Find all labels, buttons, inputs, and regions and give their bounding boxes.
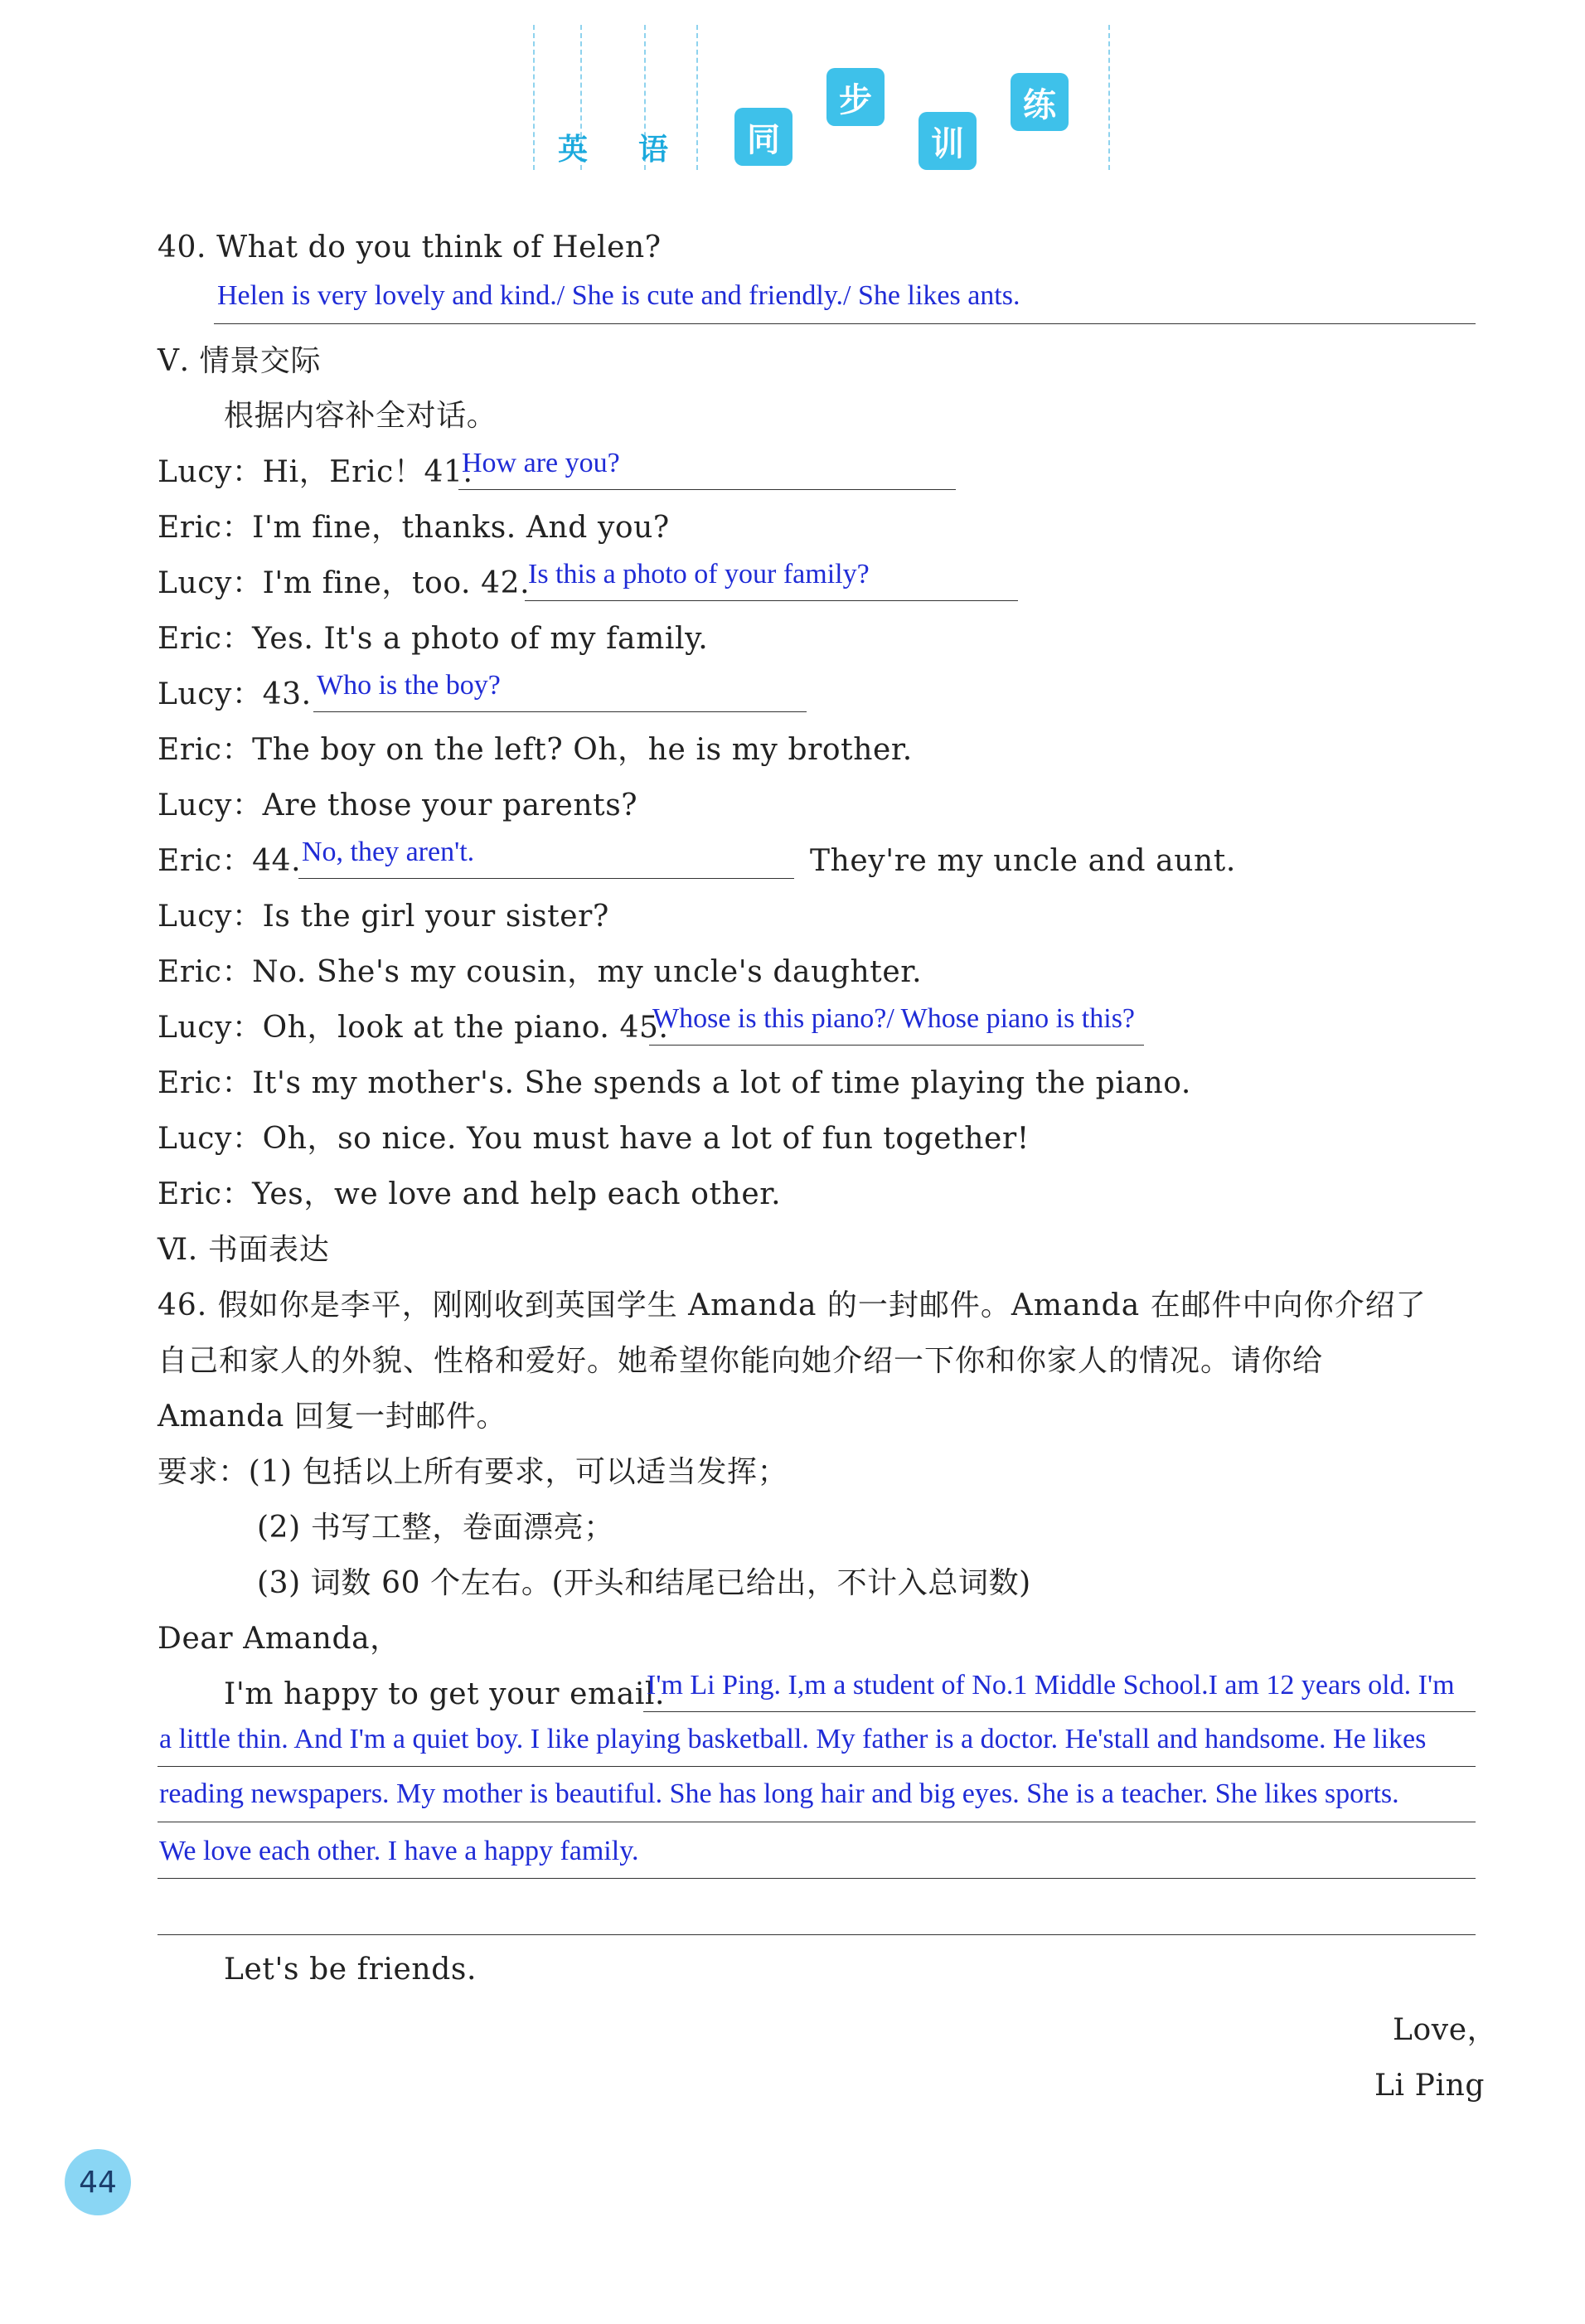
writing-prompt: Amanda 回复一封邮件。 xyxy=(158,1400,507,1434)
letter-answer-line: a little thin. And I'm a quiet boy. I like playing basketball. My father is a doctor. He'stall and handsome. He likes xyxy=(159,1724,1427,1754)
requirement: (2) 书写工整，卷面漂亮； xyxy=(257,1511,614,1545)
dialogue-line: Lucy：Is the girl your sister? xyxy=(158,900,609,934)
letter-answer-line: reading newspapers. My mother is beautiful. She has long hair and big eyes. She is a teacher. She likes sports. xyxy=(159,1778,1399,1809)
answer-line xyxy=(298,878,794,879)
letter-intro: I'm happy to get your email. xyxy=(224,1677,666,1711)
divider xyxy=(533,25,535,170)
dialogue-line-45: Lucy：Oh，look at the piano. 45. xyxy=(158,1011,669,1045)
answer-line xyxy=(649,1045,1144,1046)
letter-love: Love， xyxy=(1393,2013,1498,2047)
section-6-title: Ⅵ. 书面表达 xyxy=(158,1233,330,1267)
answer-line xyxy=(214,323,1476,324)
requirement: (3) 词数 60 个左右。(开头和结尾已给出，不计入总词数) xyxy=(257,1566,1031,1600)
writing-prompt: 自己和家人的外貌、性格和爱好。她希望你能向她介绍一下你和你家人的情况。请你给 xyxy=(158,1344,1324,1378)
answer-40: Helen is very lovely and kind./ She is cute and friendly./ She likes ants. xyxy=(217,280,1020,311)
answer-line xyxy=(643,1711,1476,1712)
dialogue-line: Eric：Yes. It's a photo of my family. xyxy=(158,622,709,656)
dialogue-line-43: Lucy：43. xyxy=(158,677,312,711)
header-tile: 练 xyxy=(1011,73,1069,131)
dialogue-line-42: Lucy：I'm fine，too. 42. xyxy=(158,566,531,600)
letter-greeting: Dear Amanda， xyxy=(158,1622,400,1656)
dialogue-line-44: Eric：44. xyxy=(158,844,302,878)
dialogue-line-41 xyxy=(158,454,473,491)
header-tile: 同 xyxy=(734,108,792,166)
page-number: 44 xyxy=(65,2149,131,2215)
header-char: 语 xyxy=(638,133,669,167)
writing-prompt: 46. 假如你是李平，刚刚收到英国学生 Amanda 的一封邮件。Amanda 在邮件中向你介绍了 xyxy=(158,1288,1427,1322)
dialogue-line: Eric：No. She's my cousin，my uncle's daughter. xyxy=(158,955,923,989)
dialogue-line: Lucy：Are those your parents? xyxy=(158,788,638,822)
answer-43: Who is the boy? xyxy=(317,670,501,701)
answer-line xyxy=(158,1934,1476,1935)
dialogue-prefix: Lucy：Hi，Eric！41. xyxy=(158,455,473,489)
answer-44: No, they aren't. xyxy=(302,837,475,867)
header-char: 英 xyxy=(558,133,589,167)
answer-45: Whose is this piano?/ Whose piano is this? xyxy=(652,1003,1136,1034)
dialogue-line: Eric：I'm fine，thanks. And you? xyxy=(158,511,670,545)
divider xyxy=(696,25,698,170)
letter-answer-line: We love each other. I have a happy family. xyxy=(159,1836,639,1866)
letter-answer-line: I'm Li Ping. I,m a student of No.1 Middle School.I am 12 years old. I'm xyxy=(647,1670,1455,1701)
dialogue-line: Lucy：Oh，so nice. You must have a lot of fun together! xyxy=(158,1122,1030,1156)
answer-line xyxy=(525,600,1018,601)
letter-closing: Let's be friends. xyxy=(224,1953,477,1987)
dialogue-line: Eric：Yes，we love and help each other. xyxy=(158,1177,782,1211)
divider xyxy=(1108,25,1110,170)
header-tile: 训 xyxy=(919,112,977,170)
section-5-title: Ⅴ. 情景交际 xyxy=(158,344,322,378)
question-40: 40. What do you think of Helen? xyxy=(158,230,662,264)
answer-line xyxy=(158,1766,1476,1767)
section-5-instruction: 根据内容补全对话。 xyxy=(224,399,497,433)
answer-line xyxy=(313,711,807,712)
answer-line xyxy=(158,1878,1476,1879)
header-tile: 步 xyxy=(826,68,885,126)
answer-42: Is this a photo of your family? xyxy=(528,559,870,589)
dialogue-line: Eric：The boy on the left? Oh，he is my brother. xyxy=(158,733,913,767)
dialogue-suffix: They're my uncle and aunt. xyxy=(810,844,1236,878)
requirement: 要求：(1) 包括以上所有要求，可以适当发挥； xyxy=(158,1455,788,1489)
letter-signature: Li Ping xyxy=(1374,2069,1486,2103)
dialogue-line: Eric：It's my mother's. She spends a lot of time playing the piano. xyxy=(158,1066,1191,1100)
answer-41: How are you? xyxy=(462,448,620,478)
answer-line xyxy=(458,489,956,490)
